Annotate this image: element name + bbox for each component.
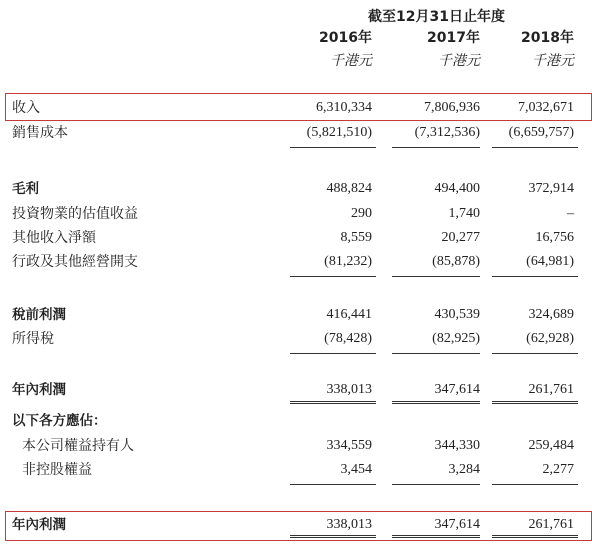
revenue-2016: 6,310,334	[316, 100, 372, 115]
unit-2016: 千港元	[330, 53, 372, 69]
row-label-cost-of-sales: 銷售成本	[12, 125, 68, 141]
year-2018-header: 2018年	[521, 30, 574, 46]
profit-total-2018: 261,761	[528, 517, 574, 532]
row-label-attributable-to: 以下各方應佔：	[12, 413, 107, 429]
underline-rule	[392, 147, 480, 148]
valuation-gain-2018: –	[567, 206, 574, 221]
underline-rule	[492, 353, 578, 354]
profit-for-year-2018: 261,761	[528, 382, 574, 397]
gross-profit-2016: 488,824	[326, 181, 372, 196]
row-label-gross-profit: 毛利	[12, 181, 39, 197]
income-tax-2017: (82,925)	[432, 331, 480, 346]
year-2016-header: 2016年	[319, 30, 372, 46]
row-label-non-controlling: 非控股權益	[22, 462, 92, 478]
row-label-admin-expenses: 行政及其他經營開支	[12, 254, 138, 270]
underline-rule	[290, 484, 376, 485]
profit-before-tax-2017: 430,539	[434, 307, 480, 322]
non-controlling-2018: 2,277	[542, 462, 574, 477]
valuation-gain-2016: 290	[351, 206, 372, 221]
period-header: 截至12月31日止年度	[368, 9, 505, 25]
admin-expenses-2016: (81,232)	[324, 254, 372, 269]
income-tax-2016: (78,428)	[324, 331, 372, 346]
non-controlling-2017: 3,284	[448, 462, 480, 477]
row-label-profit-before-tax: 稅前利潤	[12, 307, 66, 323]
row-label-profit-for-year-total: 年內利潤	[12, 517, 66, 533]
profit-before-tax-2018: 324,689	[528, 307, 574, 322]
profit-total-2017: 347,614	[434, 517, 480, 532]
underline-rule	[392, 276, 480, 277]
underline-rule	[492, 276, 578, 277]
cost-of-sales-2016: (5,821,510)	[306, 125, 372, 140]
underline-rule	[392, 353, 480, 354]
equity-holders-2016: 334,559	[326, 438, 372, 453]
row-label-income-tax: 所得稅	[12, 331, 54, 347]
income-tax-2018: (62,928)	[526, 331, 574, 346]
row-label-other-income: 其他收入淨額	[12, 230, 96, 246]
admin-expenses-2017: (85,878)	[432, 254, 480, 269]
other-income-2018: 16,756	[535, 230, 574, 245]
equity-holders-2017: 344,330	[434, 438, 480, 453]
unit-2017: 千港元	[438, 53, 480, 69]
row-label-valuation-gain: 投資物業的估值收益	[12, 206, 138, 222]
other-income-2017: 20,277	[441, 230, 480, 245]
gross-profit-2018: 372,914	[528, 181, 574, 196]
underline-rule	[290, 276, 376, 277]
equity-holders-2018: 259,484	[528, 438, 574, 453]
admin-expenses-2018: (64,981)	[526, 254, 574, 269]
gross-profit-2017: 494,400	[434, 181, 480, 196]
cost-of-sales-2017: (7,312,536)	[414, 125, 480, 140]
row-label-equity-holders: 本公司權益持有人	[22, 438, 134, 454]
valuation-gain-2017: 1,740	[448, 206, 480, 221]
underline-rule	[392, 484, 480, 485]
profit-before-tax-2016: 416,441	[326, 307, 372, 322]
revenue-2018: 7,032,671	[518, 100, 574, 115]
double-underline-rule	[492, 401, 578, 404]
underline-rule	[492, 147, 578, 148]
underline-rule	[492, 484, 578, 485]
revenue-2017: 7,806,936	[424, 100, 480, 115]
other-income-2016: 8,559	[340, 230, 372, 245]
row-label-profit-for-year: 年內利潤	[12, 382, 66, 398]
profit-for-year-2017: 347,614	[434, 382, 480, 397]
non-controlling-2016: 3,454	[340, 462, 372, 477]
unit-2018: 千港元	[532, 53, 574, 69]
profit-for-year-2016: 338,013	[326, 382, 372, 397]
underline-rule	[290, 147, 376, 148]
double-underline-rule	[290, 535, 376, 538]
underline-rule	[290, 353, 376, 354]
year-2017-header: 2017年	[427, 30, 480, 46]
double-underline-rule	[290, 401, 376, 404]
double-underline-rule	[492, 535, 578, 538]
profit-total-2016: 338,013	[326, 517, 372, 532]
cost-of-sales-2018: (6,659,757)	[508, 125, 574, 140]
double-underline-rule	[392, 535, 480, 538]
double-underline-rule	[392, 401, 480, 404]
row-label-revenue: 收入	[12, 100, 40, 116]
